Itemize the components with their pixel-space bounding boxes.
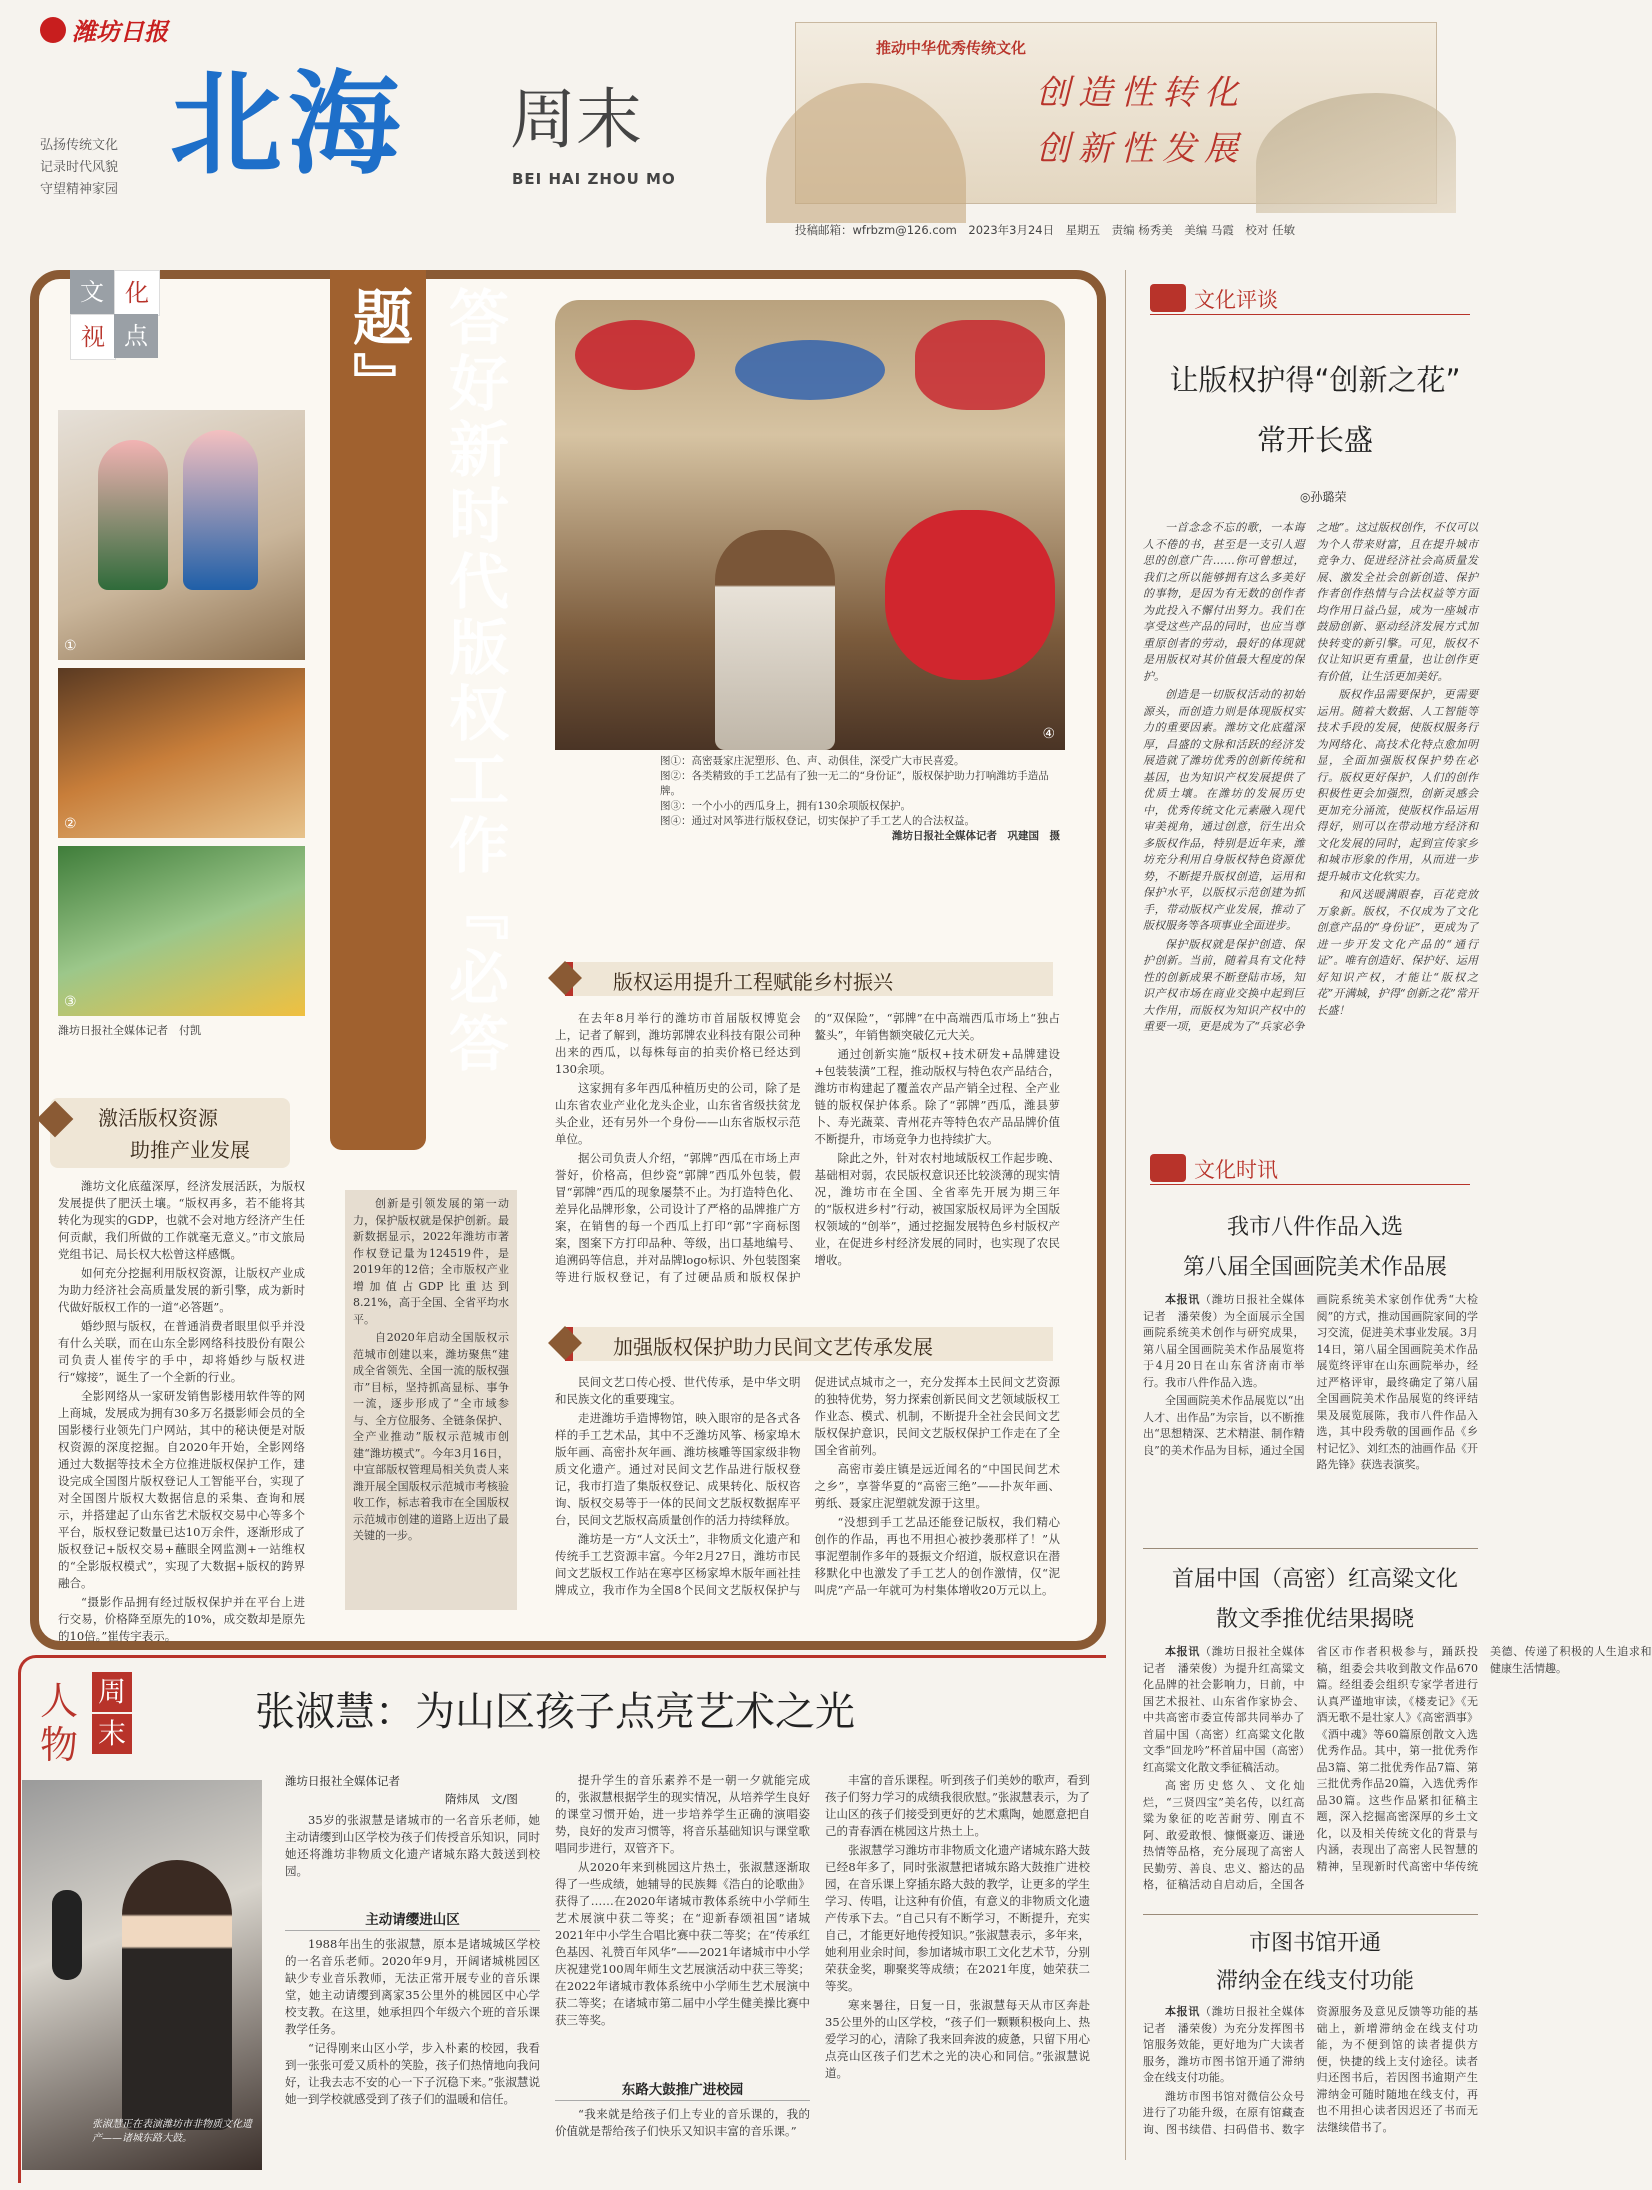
person-figure [122,1860,232,2130]
slogan-line: 守望精神家园 [40,182,119,197]
section-title-beihai: 北海 [170,60,406,190]
people-tag [40,1670,150,1767]
people-col-2b [555,2106,810,2172]
paragraph: 除此之外，针对农村地域版权工作起步晚、基础相对弱，农民版权意识还比较淡薄的现实情况，潍坊市在全国、全省率先开展为期三年的“版权进乡村”行动，被国家版权局评为全国版权领域的“创举”，通过挖掘发展特色乡村版权产业，在促进乡村经济发展的同时，也实现了农民增收。 [814,1151,1060,1267]
top-banner [795,22,1437,204]
people-headline: 张淑慧：为山区孩子点亮艺术之光 [255,1689,855,1735]
news-title: 首届中国（高密）红高粱文化 [1171,1567,1458,1592]
news-body [1143,1644,1652,1904]
news-lead: 本报讯 [1165,2005,1201,2018]
tag-char: 文 [70,270,114,314]
section-icon [1150,1154,1186,1182]
paragraph: 潍坊市图书馆对微信公众号进行了功能升级，在原有馆藏查询、图书续借、扫码借书、数字资源服务及意见反馈等功能的基础上，新增滞纳金在线支付功能，为不便到馆的读者提供方便，快捷的线上支付途径。读者归还图书后，若因图书逾期产生滞纳金可随时随地在线支付，再也不用担心读者因迟还了书而无法继续借书了。 [1143,2005,1478,2136]
kite-shape [885,510,1055,680]
paragraph: 提升学生的音乐素养不是一朝一夕就能完成的，张淑慧根据学生的现实情况，从培养学生良好的课堂习惯开始，进一步培养学生正确的演唱姿势，良好的发声习惯等，将音乐基础知识与课堂歌唱同步进行，双管齐下。 [555,1773,810,1855]
paragraph: 创新是引领发展的第一动力，保护版权就是保护创新。最新数据显示，2022年潍坊市著作权登记量为124519件，是2019年的12倍；全市版权产业增加值占GDP比重达到8.21%，高于全国、全省平均水平。 [353,1197,509,1326]
news-divider [1143,1914,1478,1915]
paragraph: 一首念念不忘的歌，一本诲人不倦的书，甚至是一支引人遐思的创意广告……你可曾想过，我们之所以能够拥有这么多美好的事物，是因为有无数的创作者为此投入不懈付出努力。我们在享受这些产品的同时，也应当尊重原创者的劳动，最好的体现就是用版权对其价值最大程度的保护。 [1143,521,1305,683]
tag-char: 末 [92,1714,132,1754]
news-lead: 本报讯 [1165,1293,1201,1306]
people-col-3 [825,1772,1090,2172]
subhead-text: 版权运用提升工程赋能乡村振兴 [613,970,893,994]
subhead-text: 加强版权保护助力民间文艺传承发展 [613,1335,933,1359]
slogan-line: 弘扬传统文化 [40,138,119,153]
banner-line-2: 创造性转化 [1036,73,1246,113]
paragraph: 潍坊是一方“人文沃土”，非物质文化遗产和传统手工艺资源丰富。今年2月27日，潍坊市民间文艺版权工作站在寒亭区杨家埠木版年画社挂牌成立，我市作为全国8个民间文艺版权保护与促进试点城市之一，充分发挥本土民间文艺资源的独特优势，努力探索创新民间文艺领域版权工作业态、模式、机制，不断提升全社会民间文艺版权保护意识，民间文艺版权保护工作走在了全国全省前列。 [555,1375,1060,1597]
people-subhead-1: 主动请缨进山区 [285,1908,540,1931]
commentary-section-tag [1150,282,1470,315]
people-col-1 [285,1936,540,2172]
people-byline [285,1772,518,1808]
caption-line: 图②：各类精致的手工艺品有了独一无二的“身份证”，版权保护助力打响潍坊手造品牌。 [660,770,1049,797]
paragraph: 保护版权就是保护创造、保护创新。当前，随着具有文化特性的创新成果不断登陆市场，知识产权市场在商业交换中起到巨大作用，而版权为知识产权中的重要一项，更是成为了“兵家必争之地”。这过版权创作，不仅可以为个人带来财富，且在提升城市竞争力、促进经济社会高质量发展、激发全社会创新创造、保护作者创作热情与合法权益等方面均作用日益凸显，成为一座城市鼓励创新、驱动经济发展方式加快转变的新引擎。可见，版权不仅让知识更有重量，也让创作更有价值，让生活更加美好。 [1143,521,1478,1033]
people-subhead-2: 东路大鼓推广进校园 [555,2078,810,2101]
news-title: 第八届全国画院美术作品展 [1182,1255,1447,1280]
people-col-2 [555,1772,810,2067]
commentary-title-2: 常开长盛 [1256,423,1373,457]
paragraph: 据公司负责人介绍，“郭牌”西瓜在市场上声誉好，价格高，但纱瓷“郭牌”西瓜外包装，假冒“郭牌”西瓜的现象屡禁不止。为打造特色化、差异化品牌形象，公司设计了严格的品牌推广方案，在销售的每一个西瓜上打印“郭”字商标图案，图案下方打印品种、等级，出口基地编号、追溯码等信息，并对品牌logo标识、外包装图案等进行版权登记，有了过硬品质和版权保护的“双保险”，“郭牌”在中高端西瓜市场上“独占鳌头”，年销售额突破亿元大关。 [555,1011,1060,1284]
caption-line: 图③：一个小小的西瓜身上，拥有130余项版权保护。 [660,800,912,812]
feature-body-left [58,1178,305,1643]
section-pinyin: BEI HAI ZHOU MO [512,170,676,188]
kite-shape [915,320,1045,410]
news-title: 市图书馆开通 [1248,1931,1381,1956]
photo-credit-right: 潍坊日报社全媒体记者 巩建国 摄 [892,830,1060,842]
tag-char: 物 [40,1723,79,1767]
paragraph: 如何充分挖掘利用版权资源，让版权产业成为助力经济社会高质量发展的新引擎，成为新时代做好版权工作的一道“必答题”。 [58,1266,305,1314]
paragraph: 走进潍坊手造博物馆，映入眼帘的是各式各样的手工艺术品，其中不乏潍坊风筝、杨家埠木版年画、高密扑灰年画、潍坊核雕等国家级非物质文化遗产。通过对民间文艺作品进行版权登记，我市打造了集版权登记、成果转化、版权咨询、版权交易等于一体的民间文艺版权数据库平台，民间文艺版权高质量创作的活力持续释放。 [555,1411,801,1527]
column-divider [1125,270,1126,2160]
paragraph: 35岁的张淑慧是诸城市的一名音乐老师，她主动请缨到山区学校为孩子们传授音乐知识，同时她还将潍坊非物质文化遗产诸城东路大鼓送到校园。 [285,1813,540,1878]
logo-icon [40,17,66,43]
paragraph: “记得刚来山区小学，步入朴素的校园，我看到一张张可爱又质朴的笑脸，孩子们热情地向我问好，让我去志不安的心一下子沉稳下来。”张淑慧说她一到学校就感受到了孩子们的温暖和信任。 [285,2041,540,2106]
masthead [0,0,1500,245]
photo-captions [660,754,1060,844]
paragraph: 全影网络从一家研发销售影楼用软件等的网上商城，发展成为拥有30多万名摄影师会员的全国影楼行业领先门户网站，其中的秘诀便是对版权资源的深度挖掘。自2020年开始，全影网络通过大数据等技术全方位推进版权保护工作，建设完成全国图片版权登记人工智能平台，实现了对全国图片版权大数据信息的采集、查询和展示，并搭建起了山东省艺术版权交易中心等多个平台，版权登记数量已达10万余件，逐渐形成了版权登记+版权交易+蘸眼全网监测+一站维权的“全影版权模式”，实现了大数据+版权的跨界融合。 [58,1389,305,1590]
tag-char: 人 [40,1679,79,1723]
banner-fan-graphic [766,83,966,223]
photo-kite-maker [555,300,1065,750]
subhead-activate [50,1098,290,1168]
commentary-title-1: 让版权护得“创新之花” [1169,363,1461,397]
paragraph: 这家拥有多年西瓜种植历史的公司，除了是山东省农业产业化龙头企业，山东省省级扶贫龙头企业，还有另外一个身份——山东省版权示范单位。 [555,1081,801,1146]
paragraph [1143,1644,1305,1776]
paragraph: 创造是一切版权活动的初始源头，而创造力则是体现版权实力的重要因素。潍坊文化底蕴深厚，昌盛的文脉和活跃的经济发展造就了潍坊优秀的创新传统和基因，也为知识产权发展提供了优质土壤。在潍坊的发展历史中，优秀传统文化元素融入现代审美视角，通过创意，衍生出众多版权作品，特别是近年来，潍坊充分利用自身版权特色资源优势，不断提升版权创造，运用和保护水平，以版权示范创建为抓手，带动版权产业发展，推动了版权服务等各项事业全面进步。 [1143,688,1305,932]
news-text: （潍坊日报社全媒体记者 潘荣俊）为充分发挥图书馆服务效能，更好地为广大读者服务，潍坊市图书馆开通了滞纳金在线支付功能。 [1143,2005,1305,2084]
feature-sidebar-box [345,1190,517,1610]
commentary-body [1143,520,1478,1150]
photo-caption: 张淑慧正在表演潍坊市非物质文化遗产——诸城东路大鼓。 [92,2119,252,2144]
paragraph: 婚纱照与版权，在普通消费者眼里似乎并没有什么关联，而在山东全影网络科技股份有限公司负责人崔传宇的手中，却将婚纱与版权进行“嫁接”，诞生了一个全新的行业。 [58,1319,305,1384]
tag-char: 视 [70,314,116,360]
commentary-author: ◎孙璐荣 [1300,490,1347,504]
feature-headline: 答好新时代版权工作『必答题』 [343,286,509,1078]
paragraph: “摄影作品拥有经过版权保护并在平台上进行交易，价格降至原先的10%，成交数却是原先的10倍。”崔传宇表示。 [58,1595,305,1643]
caption-line: 图④：通过对风筝进行版权登记，切实保护了手工艺人的合法权益。 [660,815,975,827]
news-body [1143,1292,1478,1537]
news-text: （潍坊日报社全媒体记者 潘荣俊）为全面展示全国画院系统美术创作与研究成果，第八届全国画院美术作品展览将于4月20日在山东省济南市举行。我市八件作品入选。 [1143,1293,1305,1389]
paragraph: 自2020年启动全国版权示范城市创建以来，潍坊聚焦“建成全省领先、全国一流的版权强市”目标，坚持抓高显标、事争一流，逐步形成了“全市域参与、全方位服务、全链条保护、全产业推动”版权示范城市创建“潍坊模式”。今年3月16日，中宣部版权管理局相关负责人来潍开展全国版权示范城市考核验收工作，标志着我市在全国版权示范城市创建的道路上迈出了最关键的一步。 [353,1331,509,1542]
feature-headline-box [330,270,509,1150]
feature-body-bottom [555,1374,1060,1614]
section-title-zhoumo: 周末 [510,81,642,158]
photo-melon [58,846,305,1016]
section-label: 文化评谈 [1194,288,1278,312]
banner-mountain-graphic [1256,93,1456,213]
news-text: （潍坊日报社全媒体记者 潘荣俊）为提升红高粱文化品牌的社会影响力，日前，中国艺术报社、山东省作家协会、中共高密市委宣传部共同举办了首届中国（高密）红高粱文化散文季“回龙吟”杯首届中国（高密）红高粱文化散文季征稿活动。 [1143,1645,1305,1774]
kite-shape [575,320,695,390]
photo-credit-left: 潍坊日报社全媒体记者 付凯 [58,1024,201,1037]
microphone-icon [52,1890,82,1980]
feature-body-mid [555,1010,1060,1310]
paragraph: 高密历史悠久、文化灿烂，“三贤四宝”美名传，以红高粱为象征的吃苦耐劳、刚直不阿、敢爱敢恨、慷慨豪迈、谦逊热情等品格，充分展现了高密人民勤劳、善良、忠义、豁达的品格，征稿活动自启动后，全国各省区市作者积极参与，踊跃投稿，组委会共收到散文作品670篇。经组委会组织专家学者进行认真严谨地审读，《楼麦记》《无酒无歌不是壮家人》《高密酒事》《酒中魂》等60篇原创散文入选优秀作品。其中，第一批优秀作品3篇、第二批优秀作品7篇、第三批优秀作品20篇，入选优秀作品30篇。这些作品紧扣征稿主题，深入挖掘高密深厚的乡土文化，以及相关传统文化的背景与内涵，表现出了高密人民智慧的精神，呈现新时代高密中华传统美德、传递了积极的人生追求和健康生活情趣。 [1143,1645,1652,1891]
news-section-tag [1150,1152,1470,1185]
paragraph: 高密市姜庄镇是远近闻名的“中国民间艺术之乡”，享誉华夏的“高密三绝”——扑灰年画、剪纸、聂家庄泥塑就发源于这里。 [814,1462,1060,1510]
slogan-line: 记录时代风貌 [40,160,119,175]
photo-label: ② [64,816,77,832]
caption-line: 图①：高密聂家庄泥塑形、色、声、动俱佳，深受广大市民喜爱。 [660,755,965,767]
photo-label: ④ [1042,726,1055,742]
subhead-folk-art [565,1327,1053,1361]
news-lead: 本报讯 [1165,1645,1201,1658]
culture-viewpoint-tag [70,270,160,360]
paragraph: 在去年8月举行的潍坊市首届版权博览会上，记者了解到，潍坊郭牌农业科技有限公司种出来的西瓜，以每株每亩的拍卖价格已经达到130余项。 [555,1011,801,1076]
byline: 潍坊日报社全媒体记者 [285,1774,400,1788]
paper-name: 潍坊日报 [72,18,168,46]
people-intro [285,1812,540,1902]
news-title: 散文季推优结果揭晓 [1215,1607,1414,1632]
photo-label: ③ [64,994,77,1010]
news-title: 我市八件作品入选 [1226,1215,1403,1240]
paragraph: 全国画院美术作品展览以“出人才、出作品”为宗旨，以不断推出“思想精深、艺术精湛、制作精良”的美术作品为目标，通过全国画院系统美术家创作优秀“大检阅”的方式，推动国画院家间的学习交流，促进美术事业发展。3月14日，第八届全国画院美术作品展览终评审在山东画院举办，经过严格评审，最终确定了第八届全国画院美术作品展览的终评结果及展览展陈，我市八件作品入选，其中段秀敬的国画作品《乡村记忆》、刘红杰的油画作品《开路先锋》获选表演奖。 [1143,1293,1478,1471]
paragraph: 从2020年来到桃园这片热土，张淑慧逐渐取得了一些成绩，她辅导的民族舞《浩白的论歌曲》获得了……在2020年诸城市教体系统中小学师生艺术展演中获二等奖；在“迎新春颂祖国”诸城2021年中小学生合唱比赛中获二等奖；在“传承红色基因、礼赞百年风华”——2021年诸城市中小学庆祝建党100周年师生文艺展演活动中获三等奖；在2022年诸城市教体系统中小学师生艺术展演中获二等奖；在诸城市第二届中小学生健美操比赛中获三等奖。 [555,1860,810,2027]
slogan [40,135,118,201]
tag-char: 周 [92,1672,132,1712]
doll-figure [183,430,258,590]
tag-char: 化 [114,270,160,316]
subhead-rural [565,962,1053,996]
paragraph: 通过创新实施“版权+技术研发+品牌建设+包装装潢”工程，推动版权与特色农产品结合，潍坊市构建起了覆盖农产品产销全过程、全产业链的版权保护体系。除了“郭牌”西瓜，潍县萝卜、寿光蔬菜、青州花卉等特色农产品品牌价值不断提升，市场竞争力也持续扩大。 [814,1047,1061,1146]
paragraph [1143,2004,1305,2087]
banner-line-1: 推动中华优秀传统文化 [876,39,1027,57]
info-line: 投稿邮箱：wfrbzm@126.com 2023年3月24日 星期五 责编 杨秀美 美编 马霞 校对 任敏 [795,223,1296,237]
paper-logo [40,12,168,47]
news-divider [1143,1548,1478,1549]
section-icon [1150,284,1186,312]
paragraph [1143,1292,1305,1391]
subhead-text: 助推产业发展 [130,1138,250,1162]
paragraph: “我来就是给孩子们上专业的音乐课的，我的价值就是帮给孩子们快乐又知识丰富的音乐课。” [555,2107,810,2138]
paragraph: 民间文艺口传心授、世代传承，是中华文明和民族文化的重要瑰宝。 [555,1375,801,1406]
section-label: 文化时讯 [1194,1158,1278,1182]
news-title: 滞纳金在线支付功能 [1215,1969,1414,1994]
photo-zhang-shuhui [22,1780,262,2170]
paragraph: 版权作品需要保护，更需要运用。随着大数据、人工智能等技术手段的发展，使版权服务行为网络化、高技术化特点愈加明显，全面加强版权保护势在必行。版权更好保护，人们的创作积极性更会加强烈，创新灵感会更加充分涌流，使版权作品运用得好，则可以在带动地方经济和文化发展的同时，起到宣传家乡和城市形象的作用，从而进一步提升城市文化软实力。 [1316,688,1478,883]
byline: 隋炜凤 文/图 [445,1792,518,1806]
paragraph: 潍坊文化底蕴深厚，经济发展活跃，为版权发展提供了肥沃土壤。“版权再多，若不能将其转化为现实的GDP，也就不会对地方经济产生任何贡献，我们所做的工作就毫无意义。”市文旅局党组书记、局长权大松曾这样感慨。 [58,1179,305,1261]
doll-figure [98,440,168,590]
photo-clay-dolls [58,410,305,660]
photo-label: ① [64,638,77,654]
paragraph: 丰富的音乐课程。听到孩子们美妙的歌声，看到孩子们努力学习的成绩我很欣慰。”张淑慧表示，为了让山区的孩子们接受到更好的艺术熏陶，她愿意把自己的青春洒在桃园这片热土上。 [825,1773,1090,1838]
photo-handicrafts [58,668,305,838]
craftsman-figure [715,530,835,750]
paragraph: “没想到手工艺品还能登记版权，我们精心创作的作品，再也不用担心被抄袭那样了！”从事泥塑制作多年的聂振文介绍道，版权意识在潜移默化中也激发了手工艺人的创作激情，仅“泥叫虎”产品一年就可为村集体增收20万元以上。 [814,1515,1060,1597]
subhead-text: 激活版权资源 [98,1106,218,1130]
news-body [1143,2004,1478,2182]
paragraph: 1988年出生的张淑慧，原本是诸城城区学校的一名音乐老师。2020年9月，开阔诸城桃园区缺少专业音乐教师，无法正常开展专业的音乐课堂，她主动请缨到离家35公里外的桃园区中心学校支教。在这里，她承担四个年级六个班的音乐课教学任务。 [285,1937,540,2036]
paragraph: 张淑慧学习潍坊市非物质文化遗产诸城东路大鼓已经8年多了，同时张淑慧把诸城东路大鼓推广进校园，在音乐课上穿插东路大鼓的教学，让更多的学生学习、传唱，让这种有价值，有意义的非物质文化遗产传承下去。“自己只有不断学习，不断提升，充实自己，才能更好地传授知识。”张淑慧表示，多年来，她利用业余时间，参加诸城市职工文化艺术节，分别荣获金奖，聊聚奖等成绩；在2021年度，她荣获二等奖。 [825,1843,1090,1993]
banner-line-3: 创新性发展 [1036,129,1246,169]
paragraph: 寒来暑往，日复一日，张淑慧每天从市区奔赴35公里外的山区学校，“孩子们一颗颗积极向上、热爱学习的心，清除了我来回奔波的疲惫，只留下用心点亮山区孩子们艺术之光的决心和同信。”张淑慧说道。 [825,1998,1090,2080]
tag-char: 点 [114,314,158,358]
kite-shape [735,340,885,400]
paragraph: 和风送暖满眼春，百花竞放万象新。版权，不仅成为了文化创意产品的“身份证”，更成为了进一步开发文化产品的“通行证”。唯有创造好、保护好、运用好知识产权，才能让“版权之花”开满城，护得“创新之花”常开长盛！ [1316,888,1478,1017]
